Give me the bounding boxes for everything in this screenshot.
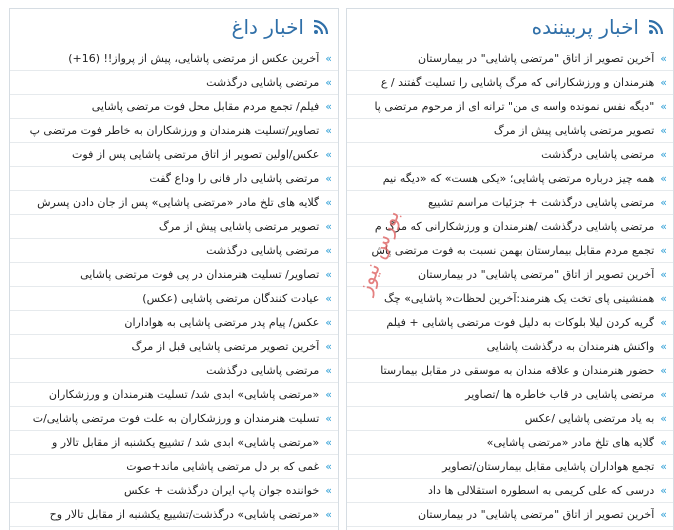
bullet-icon: »: [325, 244, 332, 257]
news-item[interactable]: [10, 359, 338, 383]
news-item[interactable]: [10, 263, 338, 287]
bullet-icon: »: [325, 124, 332, 137]
panel-gap: [339, 0, 346, 530]
news-item[interactable]: [347, 263, 673, 287]
news-item[interactable]: [347, 167, 673, 191]
bullet-icon: »: [660, 52, 667, 65]
news-item[interactable]: [10, 47, 338, 71]
news-item[interactable]: [10, 143, 338, 167]
news-item-link[interactable]: عکس/ پیام پدر مرتضی پاشایی به هواداران: [124, 316, 320, 329]
bullet-icon: »: [660, 508, 667, 521]
rss-icon[interactable]: [312, 18, 330, 36]
news-item[interactable]: [347, 287, 673, 311]
news-item[interactable]: [10, 215, 338, 239]
news-item-link[interactable]: مرتضی پاشایی درگذشت: [541, 148, 655, 161]
site-watermark: بورس نیوز: [351, 206, 405, 298]
news-item-link[interactable]: مرتضی پاشایی درگذشت + جزئیات مراسم تشییع: [428, 196, 655, 209]
bullet-icon: »: [660, 268, 667, 281]
news-item-link[interactable]: حضور هنرمندان و علاقه مندان به موسقی در مقابل بیمارستا: [380, 364, 655, 377]
bullet-icon: »: [325, 220, 332, 233]
news-item-link[interactable]: عکس/اولین تصویر از اتاق مرتضی پاشایی پس از فوت: [72, 148, 320, 161]
news-item-link[interactable]: مرتضی پاشایی دار فانی را وداع گفت: [149, 172, 320, 185]
news-item[interactable]: [10, 407, 338, 431]
bullet-icon: »: [660, 220, 667, 233]
news-item-link[interactable]: مرتضی پاشایی درگذشت /هنرمندان و ورزشکارانی که مرگ م: [374, 220, 655, 233]
bullet-icon: »: [325, 340, 332, 353]
bullet-icon: »: [325, 268, 332, 281]
news-item-link[interactable]: عیادت کنندگان مرتضی پاشایی (عکس): [142, 292, 320, 305]
news-item-link[interactable]: همنشینی پای تخت یک هنرمند:آخرین لحظات« پاشایی» چگ: [384, 292, 655, 305]
bullet-icon: »: [660, 484, 667, 497]
bullet-icon: »: [325, 100, 332, 113]
news-item[interactable]: [10, 311, 338, 335]
hot-news-panel: [9, 8, 339, 530]
bullet-icon: »: [660, 388, 667, 401]
news-item[interactable]: [347, 359, 673, 383]
bullet-icon: »: [325, 316, 332, 329]
bullet-icon: »: [660, 196, 667, 209]
hot-news-header: [10, 9, 338, 45]
news-item[interactable]: [10, 479, 338, 503]
news-item-link[interactable]: به یاد مرتضی پاشایی /عکس: [524, 412, 655, 425]
bullet-icon: »: [660, 148, 667, 161]
bullet-icon: »: [325, 52, 332, 65]
news-item-link[interactable]: «مرتضی پاشایی» ابدی شد/ تسلیت هنرمندان و ورزشکاران: [48, 388, 320, 401]
bullet-icon: »: [660, 244, 667, 257]
bullet-icon: »: [660, 340, 667, 353]
bullet-icon: »: [325, 172, 332, 185]
news-item-link[interactable]: مرتضی پاشایی درگذشت: [206, 244, 320, 257]
news-item-link[interactable]: «مرتضی پاشایی» ابدی شد / تشییع یکشنبه از مقابل تالار و: [51, 436, 320, 449]
news-item-link[interactable]: گلایه های تلخ مادر «مرتضی پاشایی» پس از جان دادن پسرش: [37, 196, 320, 209]
news-item[interactable]: [347, 215, 673, 239]
news-item-link[interactable]: تصاویر/ تسلیت هنرمندان در پی فوت مرتضی پاشایی: [80, 268, 320, 281]
news-item-link[interactable]: گلایه های تلخ مادر «مرتضی پاشایی»: [486, 436, 655, 449]
news-item[interactable]: [347, 407, 673, 431]
news-item-link[interactable]: مرتضی پاشایی درگذشت: [206, 76, 320, 89]
news-item[interactable]: [347, 503, 673, 527]
hot-news-list: [10, 47, 338, 527]
bullet-icon: »: [660, 76, 667, 89]
bullet-icon: »: [660, 100, 667, 113]
news-item[interactable]: [347, 71, 673, 95]
news-item[interactable]: [347, 119, 673, 143]
news-item-link[interactable]: فیلم/ تجمع مردم مقابل محل فوت مرتضی پاشایی: [91, 100, 320, 113]
bullet-icon: »: [325, 388, 332, 401]
bullet-icon: »: [660, 316, 667, 329]
bullet-icon: »: [325, 148, 332, 161]
news-item[interactable]: [10, 71, 338, 95]
news-item[interactable]: [10, 431, 338, 455]
bullet-icon: »: [660, 460, 667, 473]
bullet-icon: »: [660, 364, 667, 377]
news-item[interactable]: [347, 311, 673, 335]
hot-news-title: اخبار داغ: [231, 15, 304, 39]
news-item-link[interactable]: آخرین تصویر از اتاق "مرتضی پاشایی" در بیمارستان: [418, 52, 655, 65]
news-item-link[interactable]: واکنش هنرمندان به درگذشت پاشایی: [486, 340, 655, 353]
bullet-icon: »: [325, 484, 332, 497]
bullet-icon: »: [660, 436, 667, 449]
bullet-icon: »: [660, 412, 667, 425]
news-item-link[interactable]: درسی که علی کریمی به اسطوره استقلالی ها داد: [428, 484, 655, 497]
bullet-icon: »: [660, 292, 667, 305]
most-viewed-header: [347, 9, 673, 45]
news-item-link[interactable]: خواننده جوان پاپ ایران درگذشت + عکس: [124, 484, 320, 497]
bullet-icon: »: [325, 76, 332, 89]
news-item-link[interactable]: تجمع هواداران پاشایی مقابل بیمارستان/تصاویر: [442, 460, 655, 473]
news-item[interactable]: [347, 95, 673, 119]
news-item-link[interactable]: آخرین تصویر از اتاق "مرتضی پاشایی" در بیمارستان: [418, 508, 655, 521]
news-item-link[interactable]: گریه کردن لیلا بلوکات به دلیل فوت مرتضی پاشایی + فیلم: [386, 316, 655, 329]
news-item[interactable]: [347, 479, 673, 503]
news-item-link[interactable]: تسلیت هنرمندان و ورزشکاران به علت فوت مرتضی پاشایی/ت: [32, 412, 320, 425]
bullet-icon: »: [660, 124, 667, 137]
news-item-link[interactable]: آخرین تصویر مرتضی پاشایی قبل از مرگ: [131, 340, 320, 353]
news-item-link[interactable]: "دیگه نفس نمونده واسه ی من" ترانه ای از مرحوم مرتضی پا: [374, 100, 655, 113]
news-item[interactable]: [347, 143, 673, 167]
most-viewed-news-panel: [346, 8, 674, 530]
news-item[interactable]: [10, 191, 338, 215]
news-item[interactable]: [10, 119, 338, 143]
bullet-icon: »: [660, 172, 667, 185]
news-item[interactable]: [347, 335, 673, 359]
news-item[interactable]: [10, 383, 338, 407]
news-item[interactable]: [347, 455, 673, 479]
news-item[interactable]: [10, 239, 338, 263]
news-item[interactable]: [10, 167, 338, 191]
most-viewed-list: [347, 47, 673, 527]
news-item[interactable]: [347, 383, 673, 407]
news-item[interactable]: [347, 431, 673, 455]
bullet-icon: »: [325, 412, 332, 425]
bullet-icon: »: [325, 508, 332, 521]
news-item[interactable]: [347, 47, 673, 71]
news-item-link[interactable]: آخرین عکس از مرتضی پاشایی، پیش از پرواز!! (16+): [68, 52, 320, 65]
news-item[interactable]: [10, 455, 338, 479]
bullet-icon: »: [325, 436, 332, 449]
news-item-link[interactable]: «مرتضی پاشایی» درگذشت/تشییع یکشنبه از مقابل تالار وح: [49, 508, 320, 521]
bullet-icon: »: [325, 460, 332, 473]
bullet-icon: »: [325, 196, 332, 209]
news-item-link[interactable]: غمی که بر دل مرتضی پاشایی ماند+صوت: [126, 460, 320, 473]
news-item-link[interactable]: تصویر مرتضی پاشایی پیش از مرگ: [493, 124, 655, 137]
news-item-link[interactable]: تصاویر/تسلیت هنرمندان و ورزشکاران به خاطر فوت مرتضی پ: [29, 124, 320, 137]
news-item[interactable]: [347, 239, 673, 263]
rss-icon[interactable]: [647, 18, 665, 36]
news-item[interactable]: [10, 287, 338, 311]
news-item[interactable]: [347, 191, 673, 215]
news-item-link[interactable]: تجمع مردم مقابل بیمارستان بهمن نسبت به فوت مرتضی پاش: [371, 244, 655, 257]
news-item-link[interactable]: مرتضی پاشایی درگذشت: [206, 364, 320, 377]
bullet-icon: »: [325, 292, 332, 305]
news-item-link[interactable]: همه چیز درباره مرتضی پاشایی؛ «یکی هست» که «دیگه نیم: [382, 172, 655, 185]
news-item-link[interactable]: هنرمندان و ورزشکارانی که مرگ پاشایی را تسلیت گفتند / ع: [380, 76, 655, 89]
news-item-link[interactable]: مرتضی پاشایی در قاب خاطره ها /تصاویر: [465, 388, 655, 401]
news-item[interactable]: [10, 503, 338, 527]
news-item-link[interactable]: آخرین تصویر از اتاق "مرتضی پاشایی" در بیمارستان: [418, 268, 655, 281]
most-viewed-title: اخبار پربیننده: [531, 15, 639, 39]
news-item[interactable]: [10, 95, 338, 119]
news-item-link[interactable]: تصویر مرتضی پاشایی پیش از مرگ: [158, 220, 320, 233]
news-item[interactable]: [10, 335, 338, 359]
bullet-icon: »: [325, 364, 332, 377]
